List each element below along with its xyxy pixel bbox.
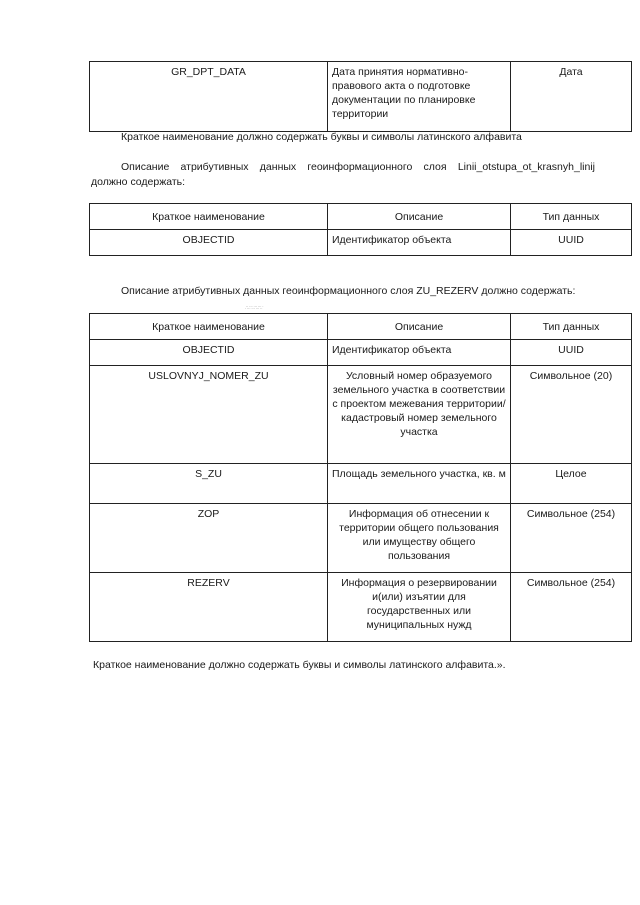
field-code: REZERV	[90, 573, 328, 642]
table-row	[90, 464, 632, 504]
table-zu-rezerv	[89, 313, 632, 642]
field-description: Площадь земельного участка, кв. м	[328, 464, 511, 504]
field-code: S_ZU	[90, 464, 328, 504]
paragraph-linii-line2: должно содержать:	[91, 176, 186, 188]
closing-note: Краткое наименование должно содержать буквы и символы латинского алфавита.».	[93, 659, 506, 671]
paragraph-zu-rezerv: Описание атрибутивных данных геоинформационного слоя ZU_REZERV должно содержать:	[121, 285, 576, 297]
table-gr-dpt-data	[89, 61, 632, 132]
table-row	[90, 230, 632, 256]
field-type: Символьное (254)	[511, 504, 632, 573]
field-type: UUID	[511, 230, 632, 256]
field-description: Информация о резервировании и(или) изъятии для государственных или муниципальных нужд	[328, 573, 511, 642]
table-row	[90, 340, 632, 366]
column-header: Краткое наименование	[90, 204, 328, 230]
table-header-row	[90, 314, 632, 340]
field-type: Дата	[511, 62, 632, 132]
scan-artifact: ∴∵∴∵∴∵∴∵	[245, 305, 263, 311]
column-header: Описание	[328, 314, 511, 340]
paragraph-linii-line1: Описание атрибутивных данных геоинформационного слоя Linii_otstupa_ot_krasnyh_linij	[121, 161, 595, 173]
field-type: UUID	[511, 340, 632, 366]
field-description: Дата принятия нормативно-правового акта о подготовке документации по планировке территории	[328, 62, 511, 132]
column-header: Краткое наименование	[90, 314, 328, 340]
field-code: USLOVNYJ_NOMER_ZU	[90, 366, 328, 464]
column-header: Описание	[328, 204, 511, 230]
field-description: Условный номер образуемого земельного участка в соответствии с проектом межевания территории/кадастровый номер земельного участка	[328, 366, 511, 464]
note-latin-1: Краткое наименование должно содержать буквы и символы латинского алфавита	[121, 131, 522, 143]
field-type: Символьное (20)	[511, 366, 632, 464]
field-description: Идентификатор объекта	[328, 230, 511, 256]
table-row	[90, 573, 632, 642]
field-description: Информация об отнесении к территории общего пользования или имуществу общего пользования	[328, 504, 511, 573]
table-row	[90, 504, 632, 573]
field-type: Целое	[511, 464, 632, 504]
table-row	[90, 62, 632, 132]
table-row	[90, 366, 632, 464]
field-code: OBJECTID	[90, 340, 328, 366]
field-description: Идентификатор объекта	[328, 340, 511, 366]
field-code: OBJECTID	[90, 230, 328, 256]
column-header: Тип данных	[511, 204, 632, 230]
column-header: Тип данных	[511, 314, 632, 340]
field-code: GR_DPT_DATA	[90, 62, 328, 132]
table-header-row	[90, 204, 632, 230]
field-code: ZOP	[90, 504, 328, 573]
field-type: Символьное (254)	[511, 573, 632, 642]
table-linii-otstupa	[89, 203, 632, 256]
